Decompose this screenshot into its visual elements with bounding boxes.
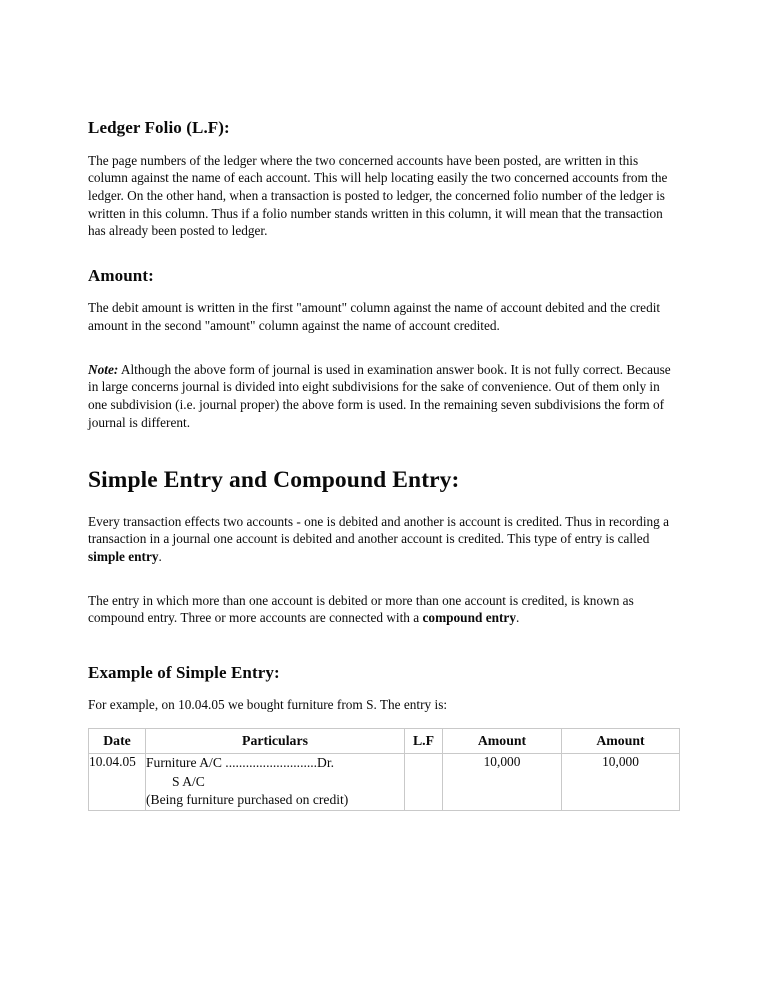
table-row [89, 754, 680, 811]
journal-table-body [89, 754, 680, 811]
cell-amount-debit: 10,000 [443, 754, 562, 811]
heading-ledger-folio: Ledger Folio (L.F): [88, 118, 230, 137]
heading-example-simple-entry: Example of Simple Entry: [88, 662, 280, 682]
spacer [88, 447, 671, 467]
paragraph-note [88, 361, 671, 432]
cell-date: 10.04.05 [89, 754, 146, 811]
spacer [88, 351, 671, 361]
paragraph-simple-entry [88, 513, 671, 566]
spacer [88, 256, 671, 266]
spacer [88, 643, 671, 663]
paragraph-amount: The debit amount is written in the first "amount" column against the name of account debited and the credit amount in the second "amount" column against the name of account credited. [88, 300, 661, 334]
particulars-line-debit: Furniture A/C ...........................Dr. [146, 755, 335, 771]
column-header-amount-debit: Amount [443, 729, 562, 754]
simple-entry-text-part1: Every transaction effects two accounts - one is debited and another is account is credited. Thus in recording a transaction in a journal one account is debited and another account is credited. This type of entry is called [88, 513, 670, 547]
particulars-line-credit: S A/C [172, 773, 205, 789]
heading-simple-compound-entry: Simple Entry and Compound Entry: [88, 467, 460, 494]
simple-entry-text-part2: . [158, 548, 162, 564]
note-label: Note: [88, 361, 119, 377]
column-header-particulars: Particulars [146, 729, 405, 754]
paragraph-ledger-folio: The page numbers of the ledger where the two concerned accounts have been posted, are written in this column against the name of each account. This will help locating easily the two concerned accounts from the ledger. On the other hand, when a transaction is posted to ledger, the concerned folio number of the ledger is written in this column. Thus if a folio number stands written in this column, it will mean that the transaction has already been posted to ledger. [88, 152, 668, 239]
note-text: Although the above form of journal is used in examination answer book. It is not fully correct. Because in large concerns journal is divided into eight subdivisions for the sake of convenience. Out of them only in one subdivision (i.e. journal proper) the above form is used. In the remaining seven subdivisions the form of journal is different. [88, 361, 671, 430]
compound-entry-emphasis: compound entry [422, 610, 516, 626]
table-header-row [89, 729, 680, 754]
heading-amount: Amount: [88, 265, 154, 285]
journal-table-container [88, 728, 679, 811]
journal-entry-table [88, 728, 680, 811]
paragraph-compound-entry [88, 592, 671, 627]
column-header-date: Date [89, 729, 146, 754]
column-header-lf: L.F [405, 729, 443, 754]
cell-amount-credit: 10,000 [562, 754, 680, 811]
journal-table-head [89, 729, 680, 754]
cell-lf [405, 754, 443, 811]
simple-entry-emphasis: simple entry [88, 548, 159, 564]
compound-entry-text-part1: The entry in which more than one account is debited or more than one account is credited, is known as compound entry. Three or more accounts are connected with a [88, 592, 634, 626]
particulars-line-narration: (Being furniture purchased on credit) [146, 792, 349, 808]
paragraph-example-intro: For example, on 10.04.05 we bought furniture from S. The entry is: [88, 697, 448, 713]
document-content [88, 118, 671, 811]
spacer [88, 582, 671, 592]
cell-particulars [146, 754, 405, 811]
column-header-amount-credit: Amount [562, 729, 680, 754]
compound-entry-text-part2: . [515, 610, 520, 626]
